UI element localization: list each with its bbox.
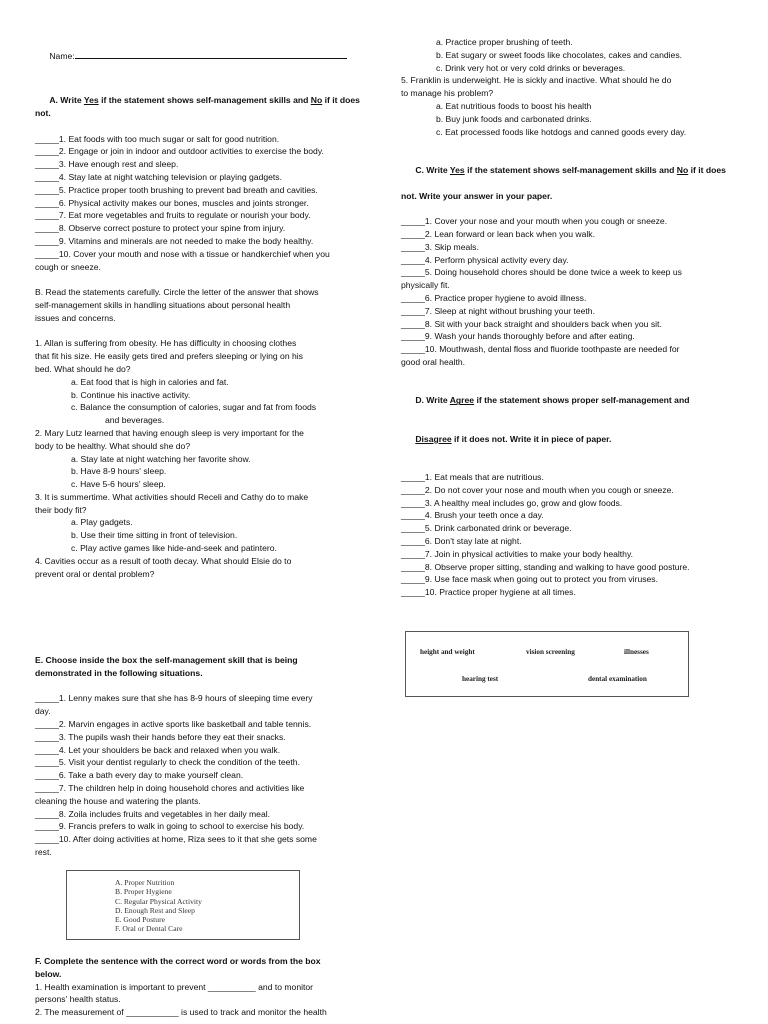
section-d-item: _____8. Observe proper sitting, standing and walking to have good posture.: [401, 561, 690, 572]
choice-item: B. Proper Hygiene: [115, 887, 172, 897]
question-3: 3. It is summertime. What activities should Receli and Cathy do to make: [35, 491, 309, 502]
section-a-item: _____4. Stay late at night watching television or playing gadgets.: [35, 171, 282, 182]
choice-item: F. Oral or Dental Care: [115, 924, 183, 934]
section-f-item: persons' health status.: [35, 994, 121, 1005]
question-4: prevent oral or dental problem?: [35, 568, 155, 579]
question-5: to manage his problem?: [401, 88, 494, 99]
choice-item: D. Enough Rest and Sleep: [115, 905, 195, 915]
skill-hearing: hearing test: [462, 675, 499, 683]
section-d-item: _____1. Eat meals that are nutritious.: [401, 472, 544, 483]
name-row: [35, 36, 367, 75]
section-a-item: _____1. Eat foods with too much sugar or salt for good nutrition.: [35, 133, 280, 144]
section-e-item: _____8. Zoila includes fruits and vegetables in her daily meal.: [35, 808, 271, 819]
section-b-intro: B. Read the statements carefully. Circle the letter of the answer that shows: [35, 287, 319, 298]
question-1: bed. What should he do?: [35, 363, 131, 374]
name-blank[interactable]: [75, 49, 347, 59]
choice-b[interactable]: b. Continue his inactive activity.: [71, 389, 191, 400]
section-f-item: 2. The measurement of ___________ is used to track and monitor the health: [35, 1007, 327, 1018]
section-a-item: _____5. Practice proper tooth brushing to prevent bad breath and cavities.: [35, 184, 318, 195]
section-f-item: 1. Health examination is important to prevent __________ and to monitor: [35, 981, 314, 992]
choice-c[interactable]: c. Have 5-6 hours' sleep.: [71, 479, 166, 490]
question-2: body to be healthy. What should she do?: [35, 440, 191, 451]
choice-list: [115, 878, 202, 934]
section-c-item: _____3. Skip meals.: [401, 241, 479, 252]
choice-a[interactable]: a. Practice proper brushing of teeth.: [436, 37, 573, 47]
section-c-item: _____10. Mouthwash, dental floss and fluoride toothpaste are needed for: [401, 344, 680, 355]
skill-dental: dental examination: [588, 675, 647, 683]
section-e-item: rest.: [35, 846, 52, 857]
choice-item: C. Regular Physical Activity: [115, 896, 202, 906]
section-d-item: _____4. Brush your teeth once a day.: [401, 510, 544, 521]
section-e-item: day.: [35, 706, 51, 717]
section-b-intro: issues and concerns.: [35, 312, 116, 323]
choice-c[interactable]: c. Balance the consumption of calories, sugar and fat from foods: [71, 402, 317, 413]
section-e-item: cleaning the house and watering the plants.: [35, 795, 201, 806]
section-f: [35, 955, 367, 1019]
choice-b[interactable]: b. Buy junk foods and carbonated drinks.: [436, 113, 592, 124]
section-c-item: _____9. Wash your hands thoroughly before and after eating.: [401, 331, 635, 342]
choice-c[interactable]: c. Eat processed foods like hotdogs and canned goods every day.: [436, 126, 687, 137]
skill-illnesses: illnesses: [624, 648, 649, 656]
section-a-item: _____6. Physical activity makes our bones, muscles and joints stronger.: [35, 197, 309, 208]
section-f-title: below.: [35, 968, 62, 979]
choice-a[interactable]: a. Play gadgets.: [71, 517, 133, 528]
skill-height-weight: height and weight: [420, 648, 475, 656]
question-5: 5. Franklin is underweight. He is sickly and inactive. What should he do: [401, 75, 672, 86]
section-c-item: _____5. Doing household chores should be done twice a week to keep us: [401, 267, 682, 278]
section-d-title-2: Disagree if it does not. Write it in piece of paper.: [415, 433, 612, 444]
section-a-item: cough or sneeze.: [35, 261, 101, 272]
choice-box: [66, 870, 300, 940]
left-column: [35, 36, 367, 580]
section-a-item: _____7. Eat more vegetables and fruits to regulate or nourish your body.: [35, 210, 311, 221]
section-d-title: D. Write Agree if the statement shows proper self-management and: [415, 395, 690, 406]
section-a-item: _____2. Engage or join in indoor and outdoor activities to exercise the body.: [35, 146, 324, 157]
section-e-item: _____1. Lenny makes sure that she has 8-9 hours of sleeping time every: [35, 693, 313, 704]
section-c-item: physically fit.: [401, 280, 450, 291]
section-e-item: _____3. The pupils wash their hands before they eat their snacks.: [35, 731, 286, 742]
question-1: 1. Allan is suffering from obesity. He has difficulty in choosing clothes: [35, 338, 297, 349]
choice-c-cont: and beverages.: [105, 415, 165, 426]
skill-word-box: [405, 631, 689, 697]
choice-c[interactable]: c. Play active games like hide-and-seek and patintero.: [71, 543, 277, 554]
section-d-item: _____10. Practice proper hygiene at all times.: [401, 587, 576, 598]
section-a-item: _____9. Vitamins and minerals are not needed to make the body healthy.: [35, 235, 314, 246]
section-e-title: E. Choose inside the box the self-management skill that is being: [35, 655, 298, 665]
skill-vision: vision screening: [526, 648, 575, 656]
choice-c[interactable]: c. Drink very hot or very cold drinks or beverages.: [436, 62, 626, 73]
section-d-item: _____9. Use face mask when going out to protect you from viruses.: [401, 574, 658, 585]
choice-a[interactable]: a. Eat food that is high in calories and fat.: [71, 376, 229, 387]
choice-a[interactable]: a. Eat nutritious foods to boost his health: [436, 100, 592, 111]
name-label: Name:: [49, 50, 75, 61]
choice-b[interactable]: b. Have 8-9 hours' sleep.: [71, 466, 167, 477]
choice-item: A. Proper Nutrition: [115, 878, 175, 887]
section-e-item: _____7. The children help in doing household chores and activities like: [35, 782, 305, 793]
choice-item: E. Good Posture: [115, 915, 165, 925]
section-e-item: _____2. Marvin engages in active sports like basketball and table tennis.: [35, 718, 312, 729]
section-d-item: _____3. A healthy meal includes go, grow and glow foods.: [401, 497, 623, 508]
section-a-item: _____3. Have enough rest and sleep.: [35, 159, 179, 170]
section-e-item: _____10. After doing activities at home, Riza sees to it that she gets some: [35, 834, 317, 845]
section-a-title: A. Write Yes if the statement shows self-management skills and No if it does not.: [35, 95, 363, 118]
choice-a[interactable]: a. Stay late at night watching her favorite show.: [71, 453, 251, 464]
section-c-item: _____6. Practice proper hygiene to avoid illness.: [401, 292, 587, 303]
section-c-title-2: not. Write your answer in your paper.: [401, 190, 553, 201]
question-2: 2. Mary Lutz learned that having enough sleep is very important for the: [35, 427, 304, 438]
section-e-title: demonstrated in the following situations.: [35, 667, 203, 678]
choice-b[interactable]: b. Eat sugary or sweet foods like chocolates, cakes and candies.: [436, 49, 683, 60]
section-c-item: _____2. Lean forward or lean back when you walk.: [401, 228, 595, 239]
section-a-item: _____10. Cover your mouth and nose with a tissue or handkerchief when you: [35, 248, 330, 259]
section-e: [35, 654, 367, 859]
section-f-title: F. Complete the sentence with the correct word or words from the box: [35, 956, 321, 966]
section-c-item: good oral health.: [401, 356, 466, 367]
section-d-item: _____2. Do not cover your nose and mouth when you cough or sneeze.: [401, 484, 674, 495]
right-column: [401, 36, 733, 599]
section-d-item: _____6. Don't stay late at night.: [401, 536, 522, 547]
section-c-item: _____7. Sleep at night without brushing your teeth.: [401, 305, 595, 316]
section-e-item: _____6. Take a bath every day to make yourself clean.: [35, 770, 244, 781]
section-a-item: _____8. Observe correct posture to protect your spine from injury.: [35, 223, 286, 234]
section-c-item: _____8. Sit with your back straight and shoulders back when you sit.: [401, 318, 662, 329]
section-e-item: _____9. Francis prefers to walk in going to school to exercise his body.: [35, 821, 305, 832]
question-1: that fit his size. He easily gets tired and prefers sleeping or lying on his: [35, 351, 303, 362]
choice-b[interactable]: b. Use their time sitting in front of television.: [71, 530, 238, 541]
section-d-item: _____7. Join in physical activities to make your body healthy.: [401, 548, 634, 559]
section-c-title: C. Write Yes if the statement shows self-management skills and No if it does: [415, 164, 726, 175]
question-4: 4. Cavities occur as a result of tooth decay. What should Elsie do to: [35, 555, 292, 566]
section-c-item: _____4. Perform physical activity every day.: [401, 254, 569, 265]
section-b-intro: self-management skills in handling situations about personal health: [35, 299, 291, 310]
section-d-item: _____5. Drink carbonated drink or beverage.: [401, 523, 572, 534]
section-e-item: _____5. Visit your dentist regularly to check the condition of the teeth.: [35, 757, 300, 768]
section-c-item: _____1. Cover your nose and your mouth when you cough or sneeze.: [401, 216, 668, 227]
section-e-item: _____4. Let your shoulders be back and relaxed when you walk.: [35, 744, 281, 755]
question-3: their body fit?: [35, 504, 87, 515]
